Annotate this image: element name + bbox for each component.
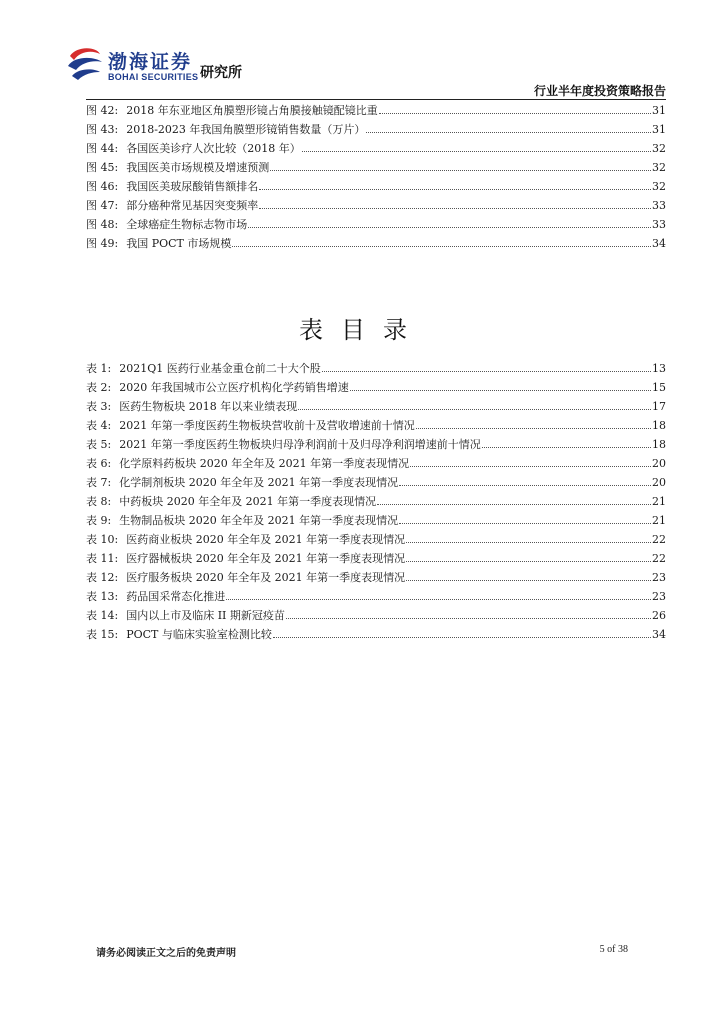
table-toc-entry-label: 表 4:: [86, 419, 112, 432]
table-toc-entry-leader-dots: [406, 530, 651, 543]
figure-toc-entry-label: 图 42:: [86, 104, 119, 117]
table-toc-entry-page-number: 18: [652, 438, 666, 451]
table-toc-entry-leader-dots: [399, 473, 651, 486]
table-toc-entry-text: 医疗器械板块 2020 年全年及 2021 年第一季度表现情况: [126, 552, 406, 565]
table-toc-entry-text: 化学原料药板块 2020 年全年及 2021 年第一季度表现情况: [119, 457, 410, 470]
figure-toc-entry-text: 部分癌种常见基因突变频率: [126, 199, 259, 212]
table-toc-entry-page-number: 17: [652, 400, 666, 413]
table-toc-entry-page-number: 23: [652, 590, 666, 603]
table-toc-entry[interactable]: [86, 454, 666, 473]
table-toc-entry-text: 医药生物板块 2018 年以来业绩表现: [119, 400, 298, 413]
figure-toc-entry-text: 我国 POCT 市场规模: [126, 237, 232, 250]
table-toc-entry-leader-dots: [416, 416, 651, 429]
table-toc-entry-leader-dots: [482, 435, 651, 448]
table-toc-entry-page-number: 21: [652, 495, 666, 508]
table-toc-entry-label: 表 1:: [86, 362, 112, 375]
figure-toc-entry-page-number: 32: [652, 180, 666, 193]
table-toc-title: 表目录: [299, 316, 425, 344]
table-toc-entry-text: 2021 年第一季度医药生物板块营收前十及营收增速前十情况: [119, 419, 415, 432]
figure-toc-entry-page-number: 31: [652, 123, 666, 136]
table-toc-entry[interactable]: [86, 530, 666, 549]
table-toc-entry-label: 表 5:: [86, 438, 112, 451]
footer-page-indicator: 5 of 38: [599, 944, 628, 955]
table-toc-entry-leader-dots: [377, 492, 651, 505]
figure-toc-entry[interactable]: [86, 234, 666, 253]
bohai-logo-icon: [66, 46, 104, 80]
table-toc-entry-leader-dots: [399, 511, 651, 524]
figure-toc-entry[interactable]: [86, 215, 666, 234]
table-toc-entry-label: 表 14:: [86, 609, 119, 622]
figure-toc-entry-text: 2018-2023 年我国角膜塑形镜销售数量（万片）: [126, 123, 366, 136]
table-toc-entry-leader-dots: [410, 454, 651, 467]
table-toc-entry-leader-dots: [406, 549, 651, 562]
table-toc-entry-page-number: 22: [652, 552, 666, 565]
table-toc-entry-label: 表 15:: [86, 628, 119, 641]
table-toc-entry-label: 表 11:: [86, 552, 119, 565]
figure-toc-list: [86, 101, 666, 253]
table-toc-entry-page-number: 22: [652, 533, 666, 546]
header-divider: [86, 99, 666, 100]
table-toc-entry-text: 生物制品板块 2020 年全年及 2021 年第一季度表现情况: [119, 514, 399, 527]
figure-toc-entry-label: 图 45:: [86, 161, 119, 174]
figure-toc-entry-page-number: 32: [652, 161, 666, 174]
table-toc-entry[interactable]: [86, 492, 666, 511]
figure-toc-entry-leader-dots: [366, 120, 651, 133]
figure-toc-entry-leader-dots: [259, 196, 651, 209]
table-toc-entry[interactable]: [86, 359, 666, 378]
table-toc-entry-page-number: 20: [652, 457, 666, 470]
table-toc-entry-page-number: 26: [652, 609, 666, 622]
figure-toc-entry-label: 图 48:: [86, 218, 119, 231]
table-toc-entry-leader-dots: [322, 359, 651, 372]
figure-toc-entry-label: 图 49:: [86, 237, 119, 250]
figure-toc-entry-page-number: 31: [652, 104, 666, 117]
table-toc-entry-text: 医药商业板块 2020 年全年及 2021 年第一季度表现情况: [126, 533, 406, 546]
footer-disclaimer: 请务必阅读正文之后的免责声明: [96, 948, 236, 959]
table-toc-entry[interactable]: [86, 378, 666, 397]
table-toc-entry-label: 表 8:: [86, 495, 112, 508]
report-type: 行业半年度投资策略报告: [533, 84, 666, 98]
table-toc-entry[interactable]: [86, 568, 666, 587]
table-toc-entry-label: 表 3:: [86, 400, 112, 413]
table-toc-entry[interactable]: [86, 511, 666, 530]
table-toc-entry-text: 药品国采常态化推进: [126, 590, 226, 603]
table-toc-entry-label: 表 6:: [86, 457, 112, 470]
figure-toc-entry-leader-dots: [259, 177, 651, 190]
figure-toc-entry-label: 图 43:: [86, 123, 119, 136]
page-header: [0, 0, 724, 100]
table-toc-entry-label: 表 10:: [86, 533, 119, 546]
table-toc-entry-label: 表 12:: [86, 571, 119, 584]
figure-toc-entry-text: 我国医美玻尿酸销售额排名: [126, 180, 259, 193]
table-toc-entry-text: 2020 年我国城市公立医疗机构化学药销售增速: [119, 381, 349, 394]
figure-toc-entry-text: 我国医美市场规模及增速预测: [126, 161, 270, 174]
figure-toc-entry[interactable]: [86, 120, 666, 139]
figure-toc-entry-page-number: 33: [652, 218, 666, 231]
figure-toc-entry[interactable]: [86, 139, 666, 158]
figure-toc-entry-text: 2018 年东亚地区角膜塑形镜占角膜接触镜配镜比重: [126, 104, 378, 117]
table-toc-entry[interactable]: [86, 473, 666, 492]
table-toc-entry-text: 2021Q1 医药行业基金重仓前二十大个股: [119, 362, 321, 375]
table-toc-entry-text: 中药板块 2020 年全年及 2021 年第一季度表现情况: [119, 495, 377, 508]
table-toc-entry-label: 表 13:: [86, 590, 119, 603]
table-toc-entry-text: POCT 与临床实验室检测比较: [126, 628, 272, 641]
figure-toc-entry-label: 图 44:: [86, 142, 119, 155]
table-toc-entry-text: 国内以上市及临床 II 期新冠疫苗: [126, 609, 285, 622]
figure-toc-entry-leader-dots: [379, 101, 651, 114]
table-toc-entry-page-number: 23: [652, 571, 666, 584]
table-toc-entry-text: 化学制剂板块 2020 年全年及 2021 年第一季度表现情况: [119, 476, 399, 489]
figure-toc-entry-text: 各国医美诊疗人次比较（2018 年）: [126, 142, 301, 155]
table-toc-entry-page-number: 15: [652, 381, 666, 394]
figure-toc-entry[interactable]: [86, 158, 666, 177]
table-toc-entry-leader-dots: [226, 587, 651, 600]
table-toc-entry[interactable]: [86, 549, 666, 568]
table-toc-entry-text: 2021 年第一季度医药生物板块归母净利润前十及归母净利润增速前十情况: [119, 438, 481, 451]
table-toc-entry-page-number: 13: [652, 362, 666, 375]
table-toc-entry-text: 医疗服务板块 2020 年全年及 2021 年第一季度表现情况: [126, 571, 406, 584]
figure-toc-entry[interactable]: [86, 177, 666, 196]
table-toc-entry[interactable]: [86, 587, 666, 606]
table-toc-entry[interactable]: [86, 416, 666, 435]
figure-toc-entry-page-number: 32: [652, 142, 666, 155]
figure-toc-entry-leader-dots: [232, 234, 651, 247]
institute-name: 研究所: [200, 65, 242, 81]
table-toc-entry-label: 表 7:: [86, 476, 112, 489]
logo-en-text: BOHAI SECURITIES: [108, 72, 199, 82]
figure-toc-entry[interactable]: [86, 101, 666, 120]
table-toc-entry-leader-dots: [286, 606, 651, 619]
table-toc-entry-page-number: 20: [652, 476, 666, 489]
table-toc-list: [86, 359, 666, 644]
table-toc-entry-leader-dots: [406, 568, 651, 581]
table-toc-entry-leader-dots: [298, 397, 651, 410]
table-toc-entry[interactable]: [86, 606, 666, 625]
table-toc-entry-label: 表 2:: [86, 381, 112, 394]
figure-toc-entry-page-number: 34: [652, 237, 666, 250]
figure-toc-entry[interactable]: [86, 196, 666, 215]
figure-toc-entry-leader-dots: [302, 139, 651, 152]
table-toc-entry-leader-dots: [273, 625, 651, 638]
table-toc-entry-leader-dots: [350, 378, 651, 391]
table-toc-entry-page-number: 21: [652, 514, 666, 527]
figure-toc-entry-leader-dots: [248, 215, 651, 228]
table-toc-entry[interactable]: [86, 435, 666, 454]
table-toc-entry[interactable]: [86, 397, 666, 416]
figure-toc-entry-label: 图 47:: [86, 199, 119, 212]
table-toc-entry-page-number: 34: [652, 628, 666, 641]
table-toc-entry-page-number: 18: [652, 419, 666, 432]
figure-toc-entry-leader-dots: [270, 158, 651, 171]
figure-toc-entry-text: 全球癌症生物标志物市场: [126, 218, 248, 231]
table-toc-entry[interactable]: [86, 625, 666, 644]
figure-toc-entry-page-number: 33: [652, 199, 666, 212]
logo-cn-text: 渤海证券: [108, 51, 193, 73]
table-toc-entry-label: 表 9:: [86, 514, 112, 527]
figure-toc-entry-label: 图 46:: [86, 180, 119, 193]
